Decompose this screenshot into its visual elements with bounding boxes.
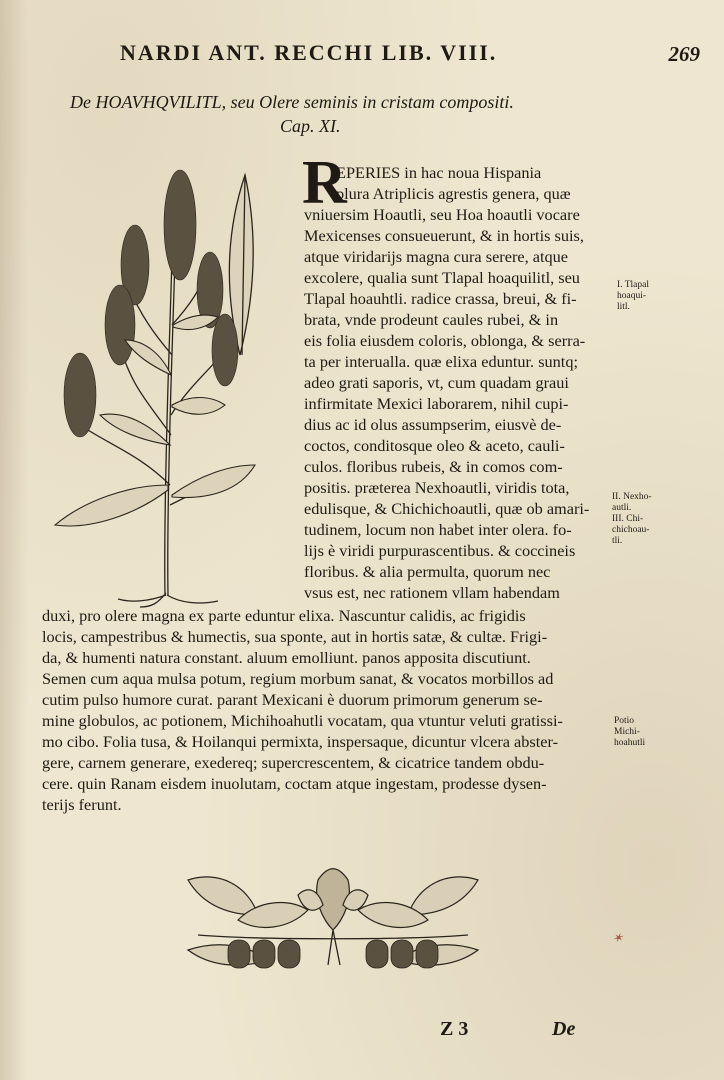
- body-line: EPERIES in hac noua Hispania: [336, 163, 542, 182]
- body-line: infirmitate Mexici laborarem, nihil cupi-: [304, 394, 569, 413]
- body-line: floribus. & alia permulta, quorum nec: [304, 562, 551, 581]
- body-line: mine globulos, ac potionem, Michihoahutli vocatam, qua vtuntur veluti gratissi-: [42, 711, 563, 730]
- body-line: adeo grati saporis, vt, cum quadam graui: [304, 373, 569, 392]
- body-line: gere, carnem generare, exedereq; supercrescentem, & cicatrice tandem obdu-: [42, 753, 545, 772]
- body-line: ta per interualla. quæ elixa eduntur. suntq;: [304, 352, 578, 371]
- body-line: terijs ferunt.: [42, 795, 122, 814]
- body-line: Tlapal hoauhtli. radice crassa, breui, & fi-: [304, 289, 577, 308]
- body-line: Semen cum aqua mulsa potum, regium morbum sanat, & vocatos morbillos ad: [42, 669, 554, 688]
- library-stamp: ✶: [611, 929, 624, 946]
- body-line: eis folia eiusdem coloris, oblonga, & serra-: [304, 331, 586, 350]
- body-line: tudinem, locum non habet inter olera. fo-: [304, 520, 572, 539]
- body-line: brata, vnde prodeunt caules rubei, & in: [304, 310, 559, 329]
- page-number: 269: [668, 42, 700, 66]
- body-line: da, & humenti natura constant. aluum emolliunt. panos apposita discutiunt.: [42, 648, 531, 667]
- drop-capital: R: [302, 149, 347, 217]
- body-line: locis, campestribus & humectis, sua sponte, aut in hortis satæ, & cultæ. Frigi-: [42, 627, 548, 646]
- body-line: lijs è viridi purpurascentibus. & coccineis: [304, 541, 576, 560]
- hoauhquilitl-plant-illustration: [40, 155, 300, 605]
- floral-ornament-illustration: [178, 860, 488, 980]
- signature-mark: Z 3: [440, 1018, 469, 1040]
- body-line: Mexicenses consueuerunt, & in hortis suis,: [304, 226, 584, 245]
- body-line: edulisque, & Chichichoautli, quæ ob amari-: [304, 499, 590, 518]
- running-title: NARDI ANT. RECCHI LIB. VIII.: [120, 40, 498, 65]
- body-line: dius ac id olus assumpserim, eiusvè de-: [304, 415, 562, 434]
- body-line: excolere, qualia sunt Tlapal hoaquilitl, seu: [304, 268, 580, 287]
- body-line: vniuersim Hoautli, seu Hoa hoautli vocare: [304, 205, 580, 224]
- body-line: positis. præterea Nexhoautli, viridis tota,: [304, 478, 570, 497]
- chapter-number: Cap. XI.: [280, 116, 341, 136]
- body-line: vsus est, nec rationem vllam habendam: [304, 583, 560, 602]
- body-line: plura Atriplicis agrestis genera, quæ: [336, 184, 571, 203]
- margin-note-potio: Potio Michi- hoahutli: [614, 716, 646, 748]
- body-line: mo cibo. Folia tusa, & Hoilanqui permixta, inspersaque, dicuntur vlcera abster-: [42, 732, 559, 751]
- catchword: De: [552, 1018, 576, 1040]
- body-line: coctos, conditosque oleo & aceto, cauli-: [304, 436, 565, 455]
- body-line: atque viridarijs magna cura serere, atque: [304, 247, 568, 266]
- running-header: [120, 40, 700, 70]
- body-line: cutim pulso humore curat. parant Mexicani è duorum primorum generum se-: [42, 690, 543, 709]
- chapter-title: De HOAVHQVILITL, seu Olere seminis in cristam compositi.: [70, 92, 514, 112]
- body-line: cere. quin Ranam eisdem inuolutam, coctam atque ingestam, prodesse dysen-: [42, 774, 547, 793]
- body-line: culos. floribus rubeis, & in comos com-: [304, 457, 563, 476]
- body-line: duxi, pro olere magna ex parte eduntur elixa. Nascuntur calidis, ac frigidis: [42, 606, 526, 625]
- margin-note-nexhoautli: II. Nexho- autli. III. Chi- chichoau- tli.: [612, 492, 652, 546]
- margin-note-tlapal: I. Tlapal hoaqui- litl.: [617, 280, 650, 312]
